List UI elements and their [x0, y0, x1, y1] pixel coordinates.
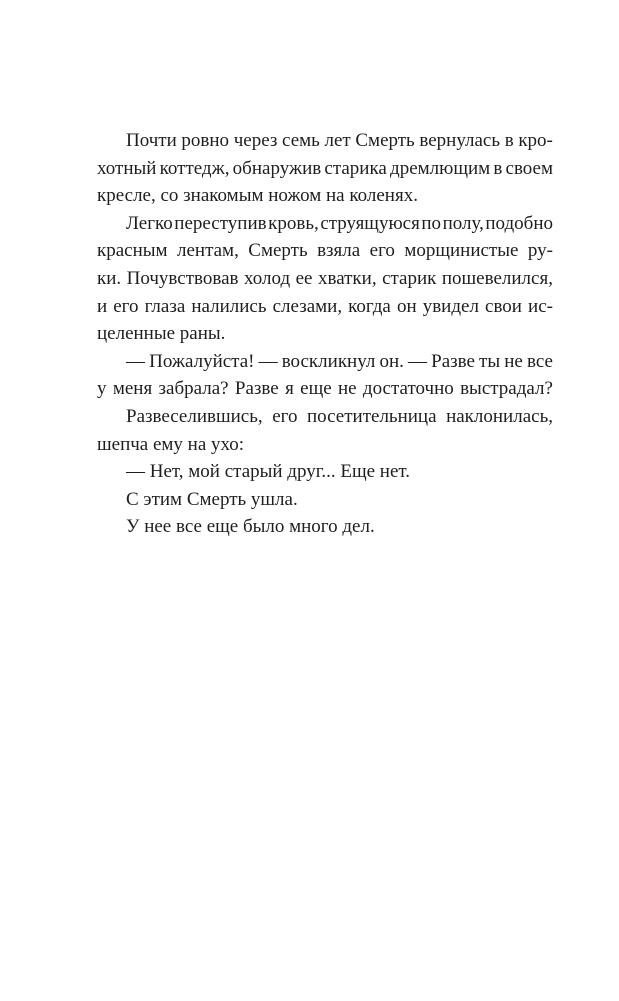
word: —: [408, 350, 428, 372]
word: красным: [97, 240, 168, 262]
word: в: [493, 157, 503, 179]
word: своем: [505, 157, 553, 179]
paragraph-3: [97, 348, 553, 403]
word: лентам,: [177, 240, 239, 262]
word: налились: [191, 295, 267, 317]
paragraph-2: [97, 210, 553, 348]
word: выстрадал?: [460, 378, 553, 400]
paragraph-6: [97, 486, 553, 514]
word: все: [526, 350, 553, 372]
text-line: [97, 127, 553, 155]
text-line: [97, 348, 553, 376]
word: Смерть: [355, 130, 415, 151]
word: и: [97, 295, 108, 317]
word: Разве: [431, 350, 475, 372]
word: не: [504, 350, 523, 372]
word: наклонилась,: [446, 405, 553, 427]
word: подобно: [485, 212, 553, 234]
word: Почти: [126, 130, 177, 151]
word: пошевелился,: [441, 267, 553, 289]
word: семь: [282, 130, 320, 151]
text-line: [97, 210, 553, 238]
text-line: — Нет, мой старый друг... Еще нет.: [126, 461, 411, 483]
word: через: [233, 130, 278, 151]
paragraph-1: [97, 127, 553, 210]
text-line: [97, 403, 553, 431]
word: ты: [479, 350, 501, 372]
word: забрала?: [158, 378, 229, 400]
word: увидел: [422, 295, 479, 317]
word: Смерть: [248, 240, 308, 262]
word: по: [421, 212, 442, 234]
text-line: [97, 265, 553, 293]
word: взяла: [317, 240, 361, 262]
word: переступив: [174, 212, 267, 234]
word: холод: [243, 267, 291, 289]
text-line: У нее все еще было много дел.: [126, 516, 375, 538]
text-line: [97, 293, 553, 321]
word: Разве: [234, 378, 279, 400]
paragraph-5: [97, 458, 553, 486]
word: ее: [295, 267, 313, 289]
word: у: [97, 378, 107, 400]
body-text: [97, 127, 553, 541]
word: вернулась: [419, 130, 501, 151]
word: Пожалуйста!: [149, 350, 255, 372]
word: —: [126, 350, 145, 372]
paragraph-4: [97, 403, 553, 458]
text-line: кресле, со знакомым ножом на коленях.: [97, 185, 418, 207]
word: слезами,: [272, 295, 343, 317]
text-line: целенные раны.: [97, 323, 226, 345]
word: воскликнул: [281, 350, 376, 372]
word: он: [396, 295, 417, 317]
word: кро-: [518, 130, 553, 151]
word: кровь,: [268, 212, 319, 234]
word: глаза: [144, 295, 186, 317]
word: морщинистые: [404, 240, 519, 262]
text-line: [97, 155, 553, 183]
word: Развеселившись,: [126, 405, 263, 427]
paragraph-7: [97, 513, 553, 541]
word: струящуюся: [320, 212, 420, 234]
word: полу,: [442, 212, 484, 234]
word: Почувствовав: [126, 267, 239, 289]
word: ровно: [181, 130, 230, 151]
word: еще: [300, 378, 332, 400]
word: меня: [112, 378, 153, 400]
word: он.: [379, 350, 404, 372]
word: я: [285, 378, 294, 400]
word: достаточно: [362, 378, 454, 400]
word: хотный: [97, 157, 157, 179]
word: его: [369, 240, 395, 262]
text-line: шепча ему на ухо:: [97, 433, 245, 455]
word: ис-: [528, 295, 553, 317]
word: Легко: [126, 212, 173, 234]
word: когда: [348, 295, 391, 317]
word: не: [337, 378, 357, 400]
text-line: [97, 237, 553, 265]
word: дремлющим: [390, 157, 491, 179]
word: в: [504, 130, 514, 151]
word: —: [258, 350, 278, 372]
word: свои: [485, 295, 522, 317]
word: старика: [324, 157, 387, 179]
word: посетительница: [307, 405, 437, 427]
word: его: [113, 295, 139, 317]
word: его: [272, 405, 298, 427]
word: старик: [382, 267, 437, 289]
word: обнаружив: [232, 157, 322, 179]
word: лет: [324, 130, 351, 151]
text-line: С этим Смерть ушла.: [126, 488, 298, 510]
word: коттедж,: [159, 157, 230, 179]
word: ру-: [527, 240, 553, 262]
word: хватки,: [317, 267, 377, 289]
text-line: [97, 375, 553, 403]
word: ки.: [97, 267, 122, 289]
